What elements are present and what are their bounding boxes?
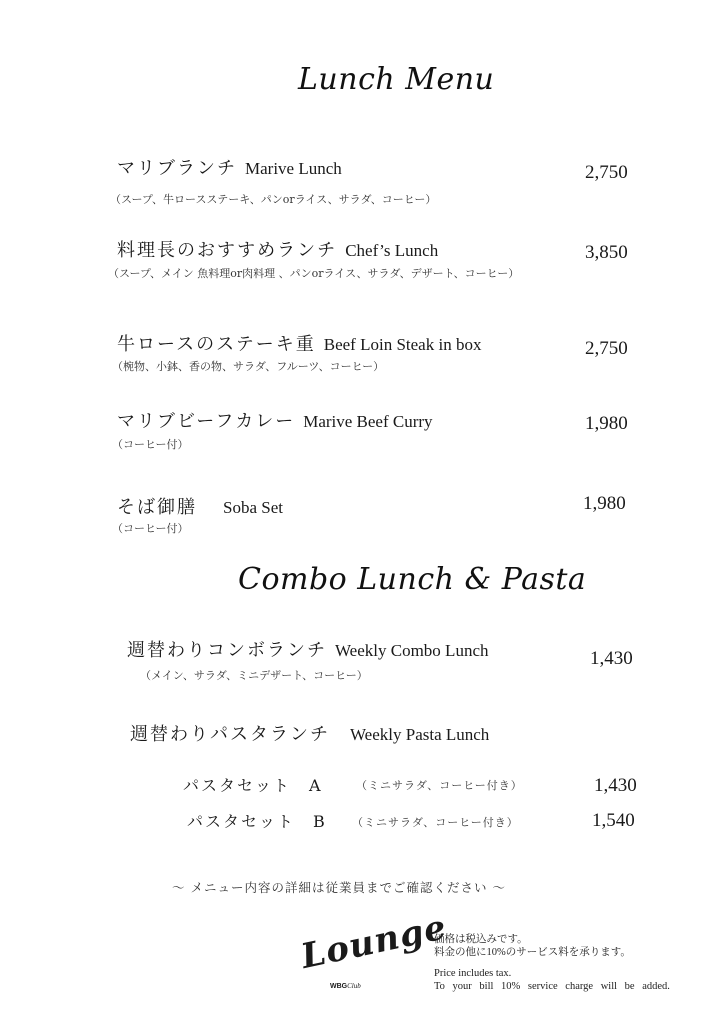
tax-note-en: Price includes tax. [434,968,512,979]
item-jp-name: 週替わりパスタランチ [130,724,330,745]
service-charge-note-jp: 料金の他に10%のサービス料を承ります。 [434,947,631,958]
logo-wordmark: Lounge [297,907,451,977]
item-price: 1,980 [585,413,628,434]
item-jp-name: マリブランチ [117,158,237,179]
lounge-logo [297,907,451,995]
pasta-set-b-name: パスタセット B [187,812,327,831]
tax-notes [434,933,670,993]
menu-item-beef-curry [117,407,433,433]
item-price: 3,850 [585,242,628,263]
staff-inquiry-note: ～ メニュー内容の詳細は従業員までご確認ください ～ [172,880,506,895]
item-description: （スープ、メイン 魚料理or肉料理 、パンorライス、サラダ、デザート、コーヒー） [108,267,520,280]
item-price: 2,750 [585,338,628,359]
logo-subtitle [330,982,361,990]
item-en-name: Marive Beef Curry [303,412,433,431]
item-jp-name: そば御膳 [117,497,197,518]
lunch-menu-title: Lunch Menu [298,62,495,97]
pasta-set-a-price: 1,430 [594,775,637,796]
item-en-name: Beef Loin Steak in box [323,335,482,354]
item-jp-name: 料理長のおすすめランチ [117,240,338,261]
menu-item-beef-loin-steak [117,330,481,356]
item-jp-name: マリブビーフカレー [117,411,296,432]
item-en-name: Marive Lunch [245,159,342,178]
item-price: 1,980 [583,493,626,514]
item-en-name: Soba Set [223,498,283,517]
logo-subtitle-italic: Club [347,982,361,990]
item-description: （スープ、牛ロースステーキ、パンorライス、サラダ、コーヒー） [110,193,437,206]
pasta-set-b-price: 1,540 [592,810,635,831]
logo-subtitle-bold: WBG [330,983,348,990]
pasta-set-a-name: パスタセット A [183,776,323,795]
item-price: 1,430 [590,648,633,669]
menu-item-soba-set [117,493,283,519]
tax-note-jp-1: 価格は税込みです。 [434,934,528,945]
item-jp-name: 牛ロースのステーキ重 [117,334,316,355]
menu-item-weekly-pasta [130,720,489,746]
item-description: （コーヒー付） [112,522,189,535]
combo-lunch-pasta-title: Combo Lunch & Pasta [238,562,587,597]
menu-item-marive-lunch [117,154,342,180]
menu-item-weekly-combo [127,636,489,662]
item-en-name: Chef’s Lunch [345,241,439,260]
pasta-set-b-description: （ミニサラダ、コーヒー付き） [352,816,519,829]
item-en-name: Weekly Combo Lunch [335,641,489,660]
item-price: 2,750 [585,162,628,183]
item-description: （コーヒー付） [112,438,189,451]
item-description: （メイン、サラダ、ミニデザート、コーヒー） [140,669,368,682]
item-en-name: Weekly Pasta Lunch [350,725,490,744]
item-description: （椀物、小鉢、香の物、サラダ、フルーツ、コーヒー） [112,360,385,373]
service-charge-note-en: To your bill 10% service charge will be added. [434,981,670,992]
menu-item-chefs-lunch [117,236,438,262]
pasta-set-a-description: （ミニサラダ、コーヒー付き） [356,779,523,792]
item-jp-name: 週替わりコンボランチ [127,640,327,661]
